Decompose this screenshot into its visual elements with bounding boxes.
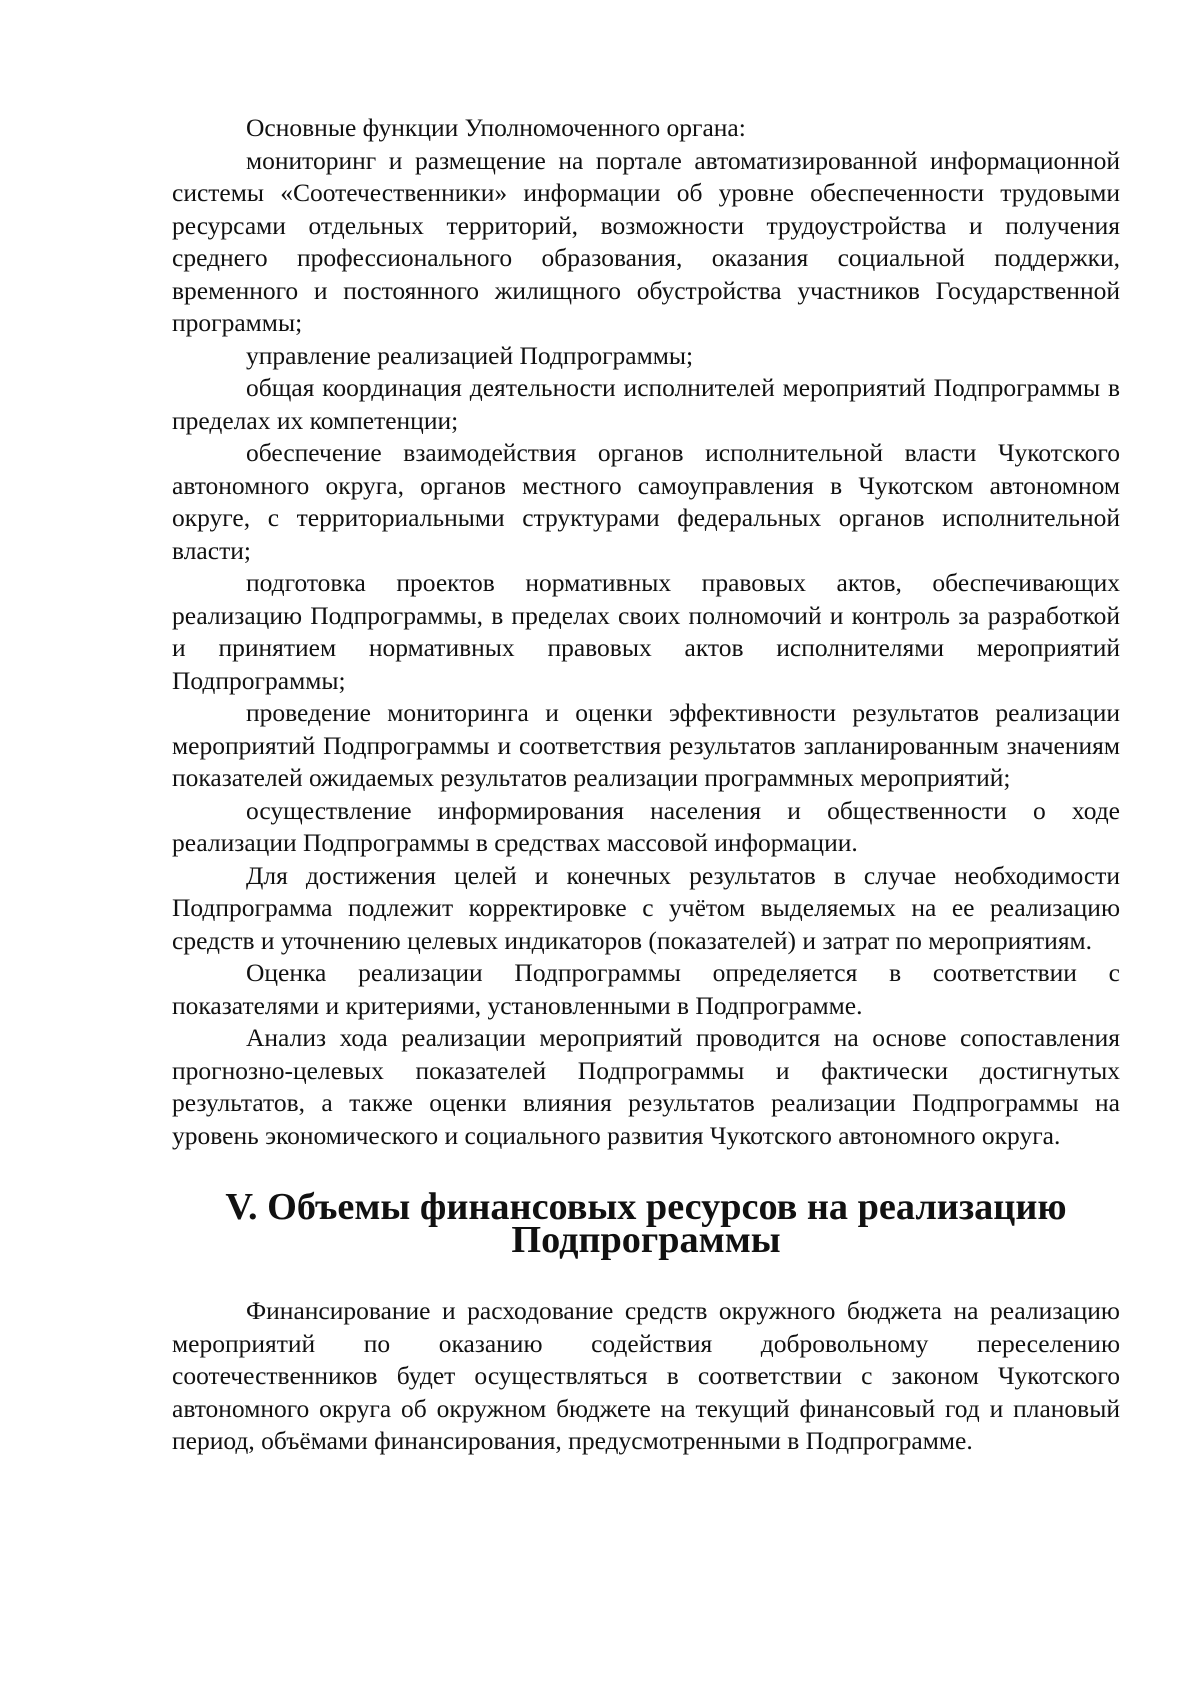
- document-page: [172, 112, 1120, 1458]
- paragraph-functions-intro: Основные функции Уполномоченного органа:: [246, 113, 746, 142]
- paragraph-coordination: общая координация деятельности исполнителей мероприятий Подпрограммы в пределах их компетенции;: [172, 373, 1120, 435]
- paragraph-financing: Финансирование и расходование средств окружного бюджета на реализацию мероприятий по оказанию содействия добровольному переселению соотечественников будет осуществляться в соответствии с законом Чукотского автономного округа об окружном бюджете на текущий финансовый год и плановый период, объёмами финансирования, предусмотренными в Подпрограмме.: [172, 1296, 1120, 1455]
- paragraph-interaction: обеспечение взаимодействия органов исполнительной власти Чукотского автономного округа, органов местного самоуправления в Чукотском автономном округе, с территориальными структурами федеральных органов исполнительной власти;: [172, 438, 1120, 565]
- paragraph-evaluation: Оценка реализации Подпрограммы определяется в соответствии с показателями и критериями, установленными в Подпрограмме.: [172, 958, 1120, 1020]
- paragraph-management: управление реализацией Подпрограммы;: [246, 340, 694, 370]
- paragraph-efficiency-monitoring: проведение мониторинга и оценки эффективности результатов реализации мероприятий Подпрограммы и соответствия результатов запланированным значениям показателей ожидаемых результатов реализации программных мероприятий;: [172, 698, 1120, 792]
- section-heading: V. Объемы финансовых ресурсов на реализацию Подпрограммы: [225, 1186, 1067, 1261]
- paragraph-analysis: Анализ хода реализации мероприятий проводится на основе сопоставления прогнозно-целевых показателей Подпрограммы и фактически достигнутых результатов, а также оценки влияния результатов реализации Подпрограммы на уровень экономического и социального развития Чукотского автономного округа.: [172, 1023, 1120, 1150]
- paragraph-monitoring: мониторинг и размещение на портале автоматизированной информационной системы «Соотечественники» информации об уровне обеспеченности трудовыми ресурсами отдельных территорий, возможности трудоустройства и получения среднего профессионального образования, оказания социальной поддержки, временного и постоянного жилищного обустройства участников Государственной программы;: [172, 145, 1120, 337]
- paragraph-adjustment: Для достижения целей и конечных результатов в случае необходимости Подпрограмма подлежит корректировке с учётом выделяемых на ее реализацию средств и уточнению целевых индикаторов (показателей) и затрат по мероприятиям.: [172, 860, 1120, 955]
- paragraph-legal-acts: подготовка проектов нормативных правовых актов, обеспечивающих реализацию Подпрограммы, в пределах своих полномочий и контроль за разработкой и принятием нормативных правовых актов исполнителями мероприятий Подпрограммы;: [172, 568, 1120, 695]
- paragraph-informing: осуществление информирования населения и общественности о ходе реализации Подпрограммы в средствах массовой информации.: [172, 795, 1120, 857]
